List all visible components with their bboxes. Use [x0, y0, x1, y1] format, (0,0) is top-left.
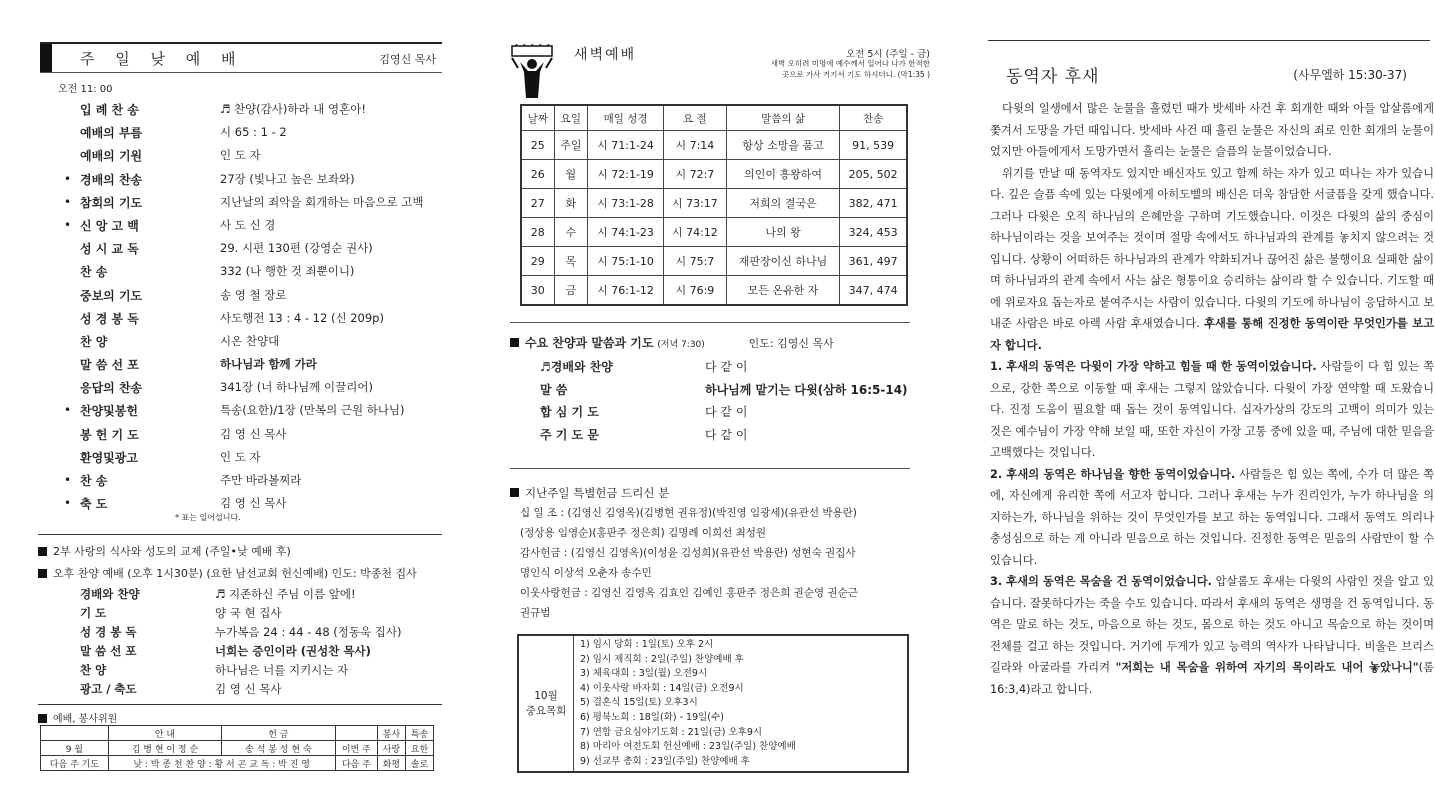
- order-row: 경배와 찬양 ♬ 지존하신 주님 이름 앞에!: [80, 587, 356, 601]
- list-item: 3) 체육대회 : 3일(월) 오전9시: [580, 668, 708, 680]
- order-row: 응답의 찬송 341장 (너 하나님께 이끌리어): [80, 380, 373, 396]
- list-item: 9) 선교부 총회 : 23일(주일) 찬양예배 후: [580, 755, 750, 767]
- order-row: 말 씀 하나님께 맡기는 다윗(삼하 16:5-14): [540, 382, 908, 397]
- order-row: • 찬양및봉헌 특송(요한)/1장 (만복의 근원 하나님): [64, 403, 405, 419]
- order-row: 환영및광고 인 도 자: [80, 449, 261, 465]
- list-item: 2) 임시 제직회 : 2일(주일) 찬양예배 후: [580, 653, 744, 665]
- offering-line: 권규범: [520, 607, 551, 619]
- wednesday-order: [540, 358, 920, 448]
- october-events: [574, 635, 909, 772]
- list-item: 6) 평북노회 : 18일(화) - 19일(수): [580, 711, 724, 723]
- dawn-title: 새벽예배: [574, 47, 637, 63]
- table-row: 28 수 시 74:1-23 시 74:12 나의 왕 324, 453: [521, 218, 907, 247]
- table-row: 27 화 시 73:1-28 시 73:17 저희의 결국은 382, 471: [521, 189, 907, 218]
- order-row: • 경배의 찬송 27장 (빛나고 높은 보좌와): [64, 171, 355, 187]
- morning-header: [40, 42, 442, 73]
- order-row: 예배의 부름 시 65 : 1 - 2: [80, 125, 287, 141]
- morning-time: 오전 11: 00: [58, 84, 113, 95]
- table-row: 30 금 시 76:1-12 시 76:9 모든 온유한 자 347, 474: [521, 276, 907, 306]
- morning-title: 주 일 낮 예 배: [80, 50, 244, 68]
- order-row: • 찬 송 주만 바라볼찌라: [64, 473, 302, 488]
- square-bullet-icon: [38, 547, 47, 556]
- left-panel: [0, 0, 460, 803]
- morning-order: [60, 100, 450, 517]
- order-row: • 축 도 김 영 신 목사: [64, 496, 287, 512]
- order-row: 기 도 양 국 현 집사: [80, 606, 282, 620]
- order-row: 찬 송 332 (나 행한 것 죄뿐이니): [80, 264, 355, 280]
- order-row: 말 씀 선 포 하나님과 함께 가라: [80, 357, 317, 373]
- table-row: 25 주일 시 71:1-24 시 7:14 항상 소망을 품고 91, 539: [521, 131, 907, 160]
- paragraph: 위기를 만날 때 동역자도 있지만 배신자도 있고 함께 하는 자가 있고 떠나는 자가 있습니다. 깊은 슬픔 속에 있는 다윗에게 아히도벨의 배신은 더욱 참담한 서글픔을 갖게 했습니다. 그러나 다윗은 오직 하나님의 은혜만을 구하며 기도했습니다. 이것은 다윗의 삶의 중심이 하나님이라는 것을 보여주는 것이며 절망 속에서도 하나님과의 관계를 놓치지 않으려는 것입니다. 상황이 어떠하든 하나님과의 관계가 약화되거나 끊어진 삶은 불행이요 실패한 삶이며 하나님과의 관계 속에서 사는 삶은 형통이요 승리하는 삶이라 할 수 있습니다. 기도할 때에 위로자요 돕는자로 붙여주시는 사람이 있습니다. 다윗의 기도에 하나님이 응답하시고 보내준 사람은 바로 아렉 사람 후새였습니다. 후새를 통해 진정한 동역이란 무엇인가를 보고자 합니다.: [990, 166, 1434, 352]
- order-row: 입 례 찬 송 ♬ 찬양(감사)하라 내 영혼아!: [80, 102, 366, 117]
- sermon-title: 동역자 후새: [1006, 67, 1100, 87]
- wednesday-heading: 수요 찬양과 말씀과 기도 (저녁 7:30) 인도: 김영신 목사: [510, 334, 834, 351]
- list-item: 4) 이웃사랑 바자회 : 14일(금) 오전9시: [580, 682, 744, 694]
- dawn-time: 오전 5시 (주일 - 금): [845, 49, 930, 60]
- header-bar: [40, 44, 52, 72]
- divider: [510, 468, 910, 469]
- table-row: 날짜 요일 매일 성경 요 절 말씀의 삶 찬송: [521, 105, 907, 131]
- divider: [510, 322, 910, 323]
- order-row: 찬 양 시온 찬양대: [80, 333, 280, 349]
- afternoon-order: [70, 586, 450, 700]
- order-row: 찬 양 하나님은 너를 지키시는 자: [80, 663, 349, 677]
- offering-line: 감사헌금 : (김영신 김영옥)(이성윤 김성희)(유관선 박용란) 성현숙 권집사: [520, 547, 856, 559]
- point-3: 3. 후새의 동역은 목숨을 건 동역이었습니다. 압살롬도 후새는 다윗의 사람인 것을 알고 있습니다. 잘못하다가는 죽을 수도 있습니다. 따라서 후새의 동역은 생명을 건 동역입니다. 동역은 말로 하는 것도, 마음으로 하는 것도, 몸으로 하는 것도 아니고 목숨으로 하는 것이며 전체를 걸고 하는 것입니다. 거기에 두게가 있고 능력의 역사가 나타납니다. 비울은 브리스길라와 아굴라를 가리켜 "저희는 내 목숨을 위하여 자기의 목이라도 내어 놓았나니"(롬 16:3,4)라고 합니다.: [990, 575, 1434, 696]
- divider: [988, 40, 1430, 41]
- order-row: 성 경 봉 독 사도행전 13 : 4 - 12 (신 209p): [80, 310, 384, 326]
- square-bullet-icon: [38, 714, 47, 723]
- point-2: 2. 후새의 동역은 하나님을 향한 동역이었습니다. 사람들은 힘 있는 쪽에, 수가 더 많은 쪽에, 자신에게 유리한 쪽에 서고자 합니다. 그러나 후새는 누가 진리인가, 누가 하나님을 의지하는가, 하나님을 위하는 것이 무엇인가를 보고 하는 동역입니다. 그래서 동역도 의리나 충성심으로 하는 게 아니라 믿음으로 하는 것입니다. 진정한 동역은 믿음의 사람만이 할 수 있습니다.: [990, 467, 1435, 567]
- order-row: 예배의 기원 인 도 자: [80, 148, 261, 164]
- offering-line: (정상용 임영순)(홍판주 정은희) 김명례 이희선 최성원: [520, 527, 767, 539]
- order-row: 주 기 도 문 다 같 이: [540, 427, 748, 442]
- list-item: 5) 결혼식 15일(토) 오후3시: [580, 697, 698, 709]
- divider: [38, 534, 442, 535]
- table-row: 다음 주 기도 낮 : 박 종 천 찬 양 : 황 서 곤 교 독 : 박 진 영 다음 주 화평 솔로: [41, 756, 434, 771]
- dawn-verse: 새벽 오히려 미명에 예수께서 일어나 나가 한적한 곳으로 가사 거기서 기도 하시더니. (막1:35 ): [770, 59, 930, 79]
- table-row: 9 월 김 병 현 이 정 순 송 석 봉 성 현 숙 이번 주 사랑 요한: [41, 741, 434, 756]
- divider: [38, 704, 442, 705]
- part2-heading: 2부 사랑의 식사와 성도의 교제 (주일•낮 예배 후): [38, 543, 291, 559]
- right-panel: [960, 0, 1435, 803]
- standing-note: * 표는 일어섭니다.: [175, 513, 241, 522]
- order-row: 중보의 기도 송 영 철 장로: [80, 287, 287, 303]
- offering-heading: 지난주일 특별헌금 드리신 분: [510, 485, 669, 501]
- offering-line: 명인식 이상석 오춘자 송수민: [520, 567, 652, 579]
- table-row: 26 월 시 72:1-19 시 72:7 의인이 흥왕하여 205, 502: [521, 160, 907, 189]
- square-bullet-icon: [510, 338, 519, 347]
- sermon-body: [990, 98, 1434, 700]
- order-row: 성 경 봉 독 누가복음 24 : 44 - 48 (정동욱 집사): [80, 625, 402, 639]
- dawn-schedule-table: [520, 104, 908, 306]
- order-row: • 참회의 기도 지난날의 죄악을 회개하는 마음으로 고백: [64, 194, 424, 210]
- october-label: 10월 중요목회: [518, 635, 574, 772]
- point-1: 1. 후새의 동역은 다윗이 가장 약하고 힘들 때 한 동역이었습니다. 사람들이 다 힘 있는 쪽으로, 강한 쪽으로 이동할 때 후새는 그렇지 않았습니다. 다윗이 가장 연약할 때 도왔습니다. 진정 도움이 필요할 때 돕는 것이 동역입니다. 십자가상의 강도의 고백이 의미가 있는 것은 예수님이 가장 약해 보일 때, 또한 자신이 가장 고통 중에 있을 때, 주님에 대한 믿음을 고백했다는 것입니다.: [990, 360, 1435, 459]
- offering-line: 십 일 조 : (김영신 김영옥)(김병현 권유정)(박진영 임광세)(유관선 박용란): [520, 507, 857, 519]
- sermon-reference: (사무엘하 15:30-37): [1293, 68, 1407, 82]
- order-row: 광고 / 축도 김 영 신 목사: [80, 682, 282, 696]
- table-row: [518, 635, 908, 772]
- order-row: ♬경배와 찬양 다 같 이: [540, 360, 748, 374]
- order-row: 말 씀 선 포 너희는 증인이라 (권성찬 목사): [80, 644, 371, 658]
- order-row: 합 심 기 도 다 같 이: [540, 405, 748, 419]
- square-bullet-icon: [38, 569, 47, 578]
- offering-line: 이웃사랑헌금 : 김영신 김영옥 김효인 김예인 홍판주 정은희 권순영 권순근: [520, 587, 858, 599]
- order-row: • 신 앙 고 백 사 도 신 경: [64, 217, 276, 233]
- order-row: 봉 헌 기 도 김 영 신 목사: [80, 426, 287, 442]
- order-row: 성 시 교 독 29. 시편 130편 (강영순 권사): [80, 241, 373, 257]
- morning-pastor: 김영신 목사: [379, 53, 436, 66]
- list-item: 1) 임시 당회 : 1일(토) 오후 2시: [580, 639, 714, 650]
- square-bullet-icon: [510, 488, 519, 497]
- middle-panel: [480, 0, 950, 803]
- list-item: 7) 연합 금요심야기도회 : 21일(금) 오후9시: [580, 726, 763, 738]
- duty-table: [40, 725, 434, 771]
- afternoon-heading: 오후 찬양 예배 (오후 1시30분) (요한 남선교회 헌신예배) 인도: 박종천 집사: [38, 565, 417, 581]
- table-row: 안 내 헌 금 봉사 특송: [41, 726, 434, 741]
- paragraph: 다윗의 일생에서 많은 눈물을 흘렸던 때가 밧세바 사건 후 회개한 때와 아들 압살롬에게 쫓겨서 도망을 가던 때입니다. 밧세바 사건 때 흘린 눈물은 자신의 죄로 인한 회개의 눈물이었지만 아들에게서 도망가면서 흘리는 눈물은 슬픔의 눈물이었습니다.: [990, 102, 1434, 158]
- praying-figure-icon: [510, 44, 554, 100]
- table-row: 29 목 시 75:1-10 시 75:7 재판장이신 하나님 361, 497: [521, 247, 907, 276]
- list-item: 8) 마리아 여전도회 헌신예배 : 23일(주일) 찬양예배: [580, 741, 796, 753]
- duty-heading: 예배, 봉사위원: [38, 710, 117, 725]
- october-schedule-table: [517, 634, 909, 773]
